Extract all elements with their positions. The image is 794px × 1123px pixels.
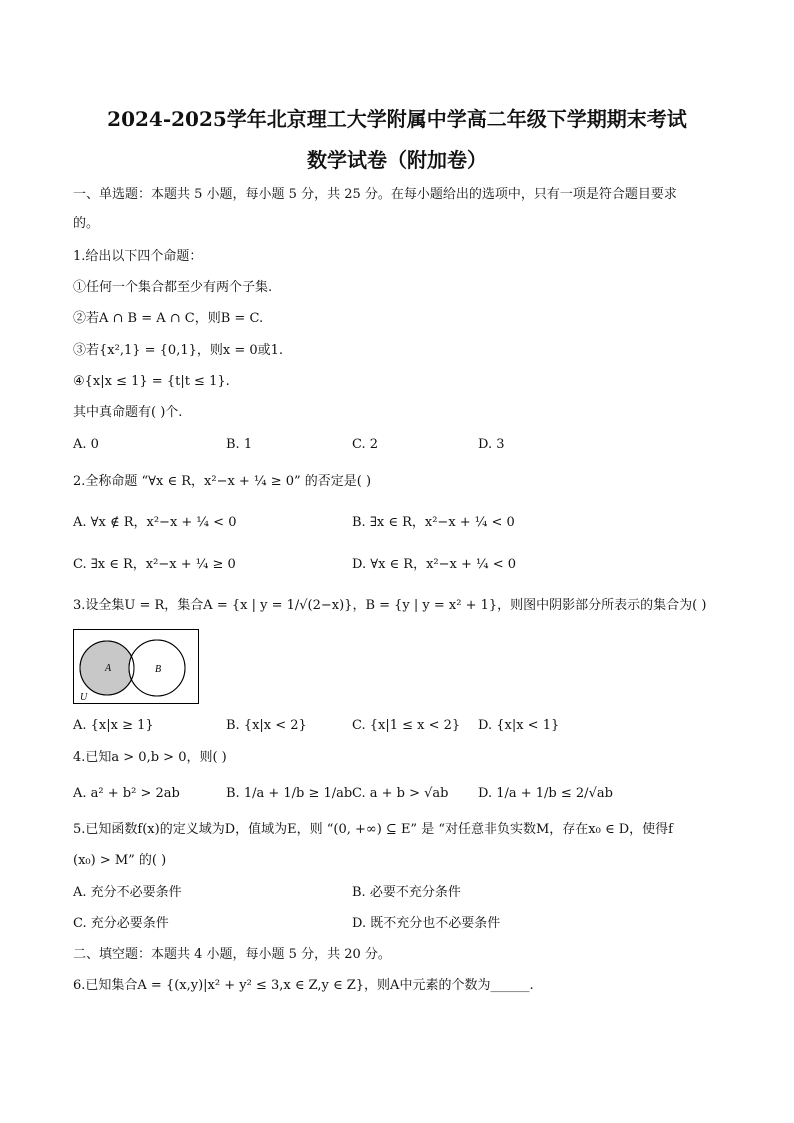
q1-proposition-2: ②若A ∩ B = A ∩ C，则B = C.: [73, 311, 264, 326]
q3-stem: 3.设全集U = R，集合A = {x | y = 1/√(2−x)}，B = {y | y = x² + 1}，则图中阴影部分所表示的集合为( ): [73, 598, 707, 613]
exam-title-line2: 数学试卷（附加卷）: [307, 148, 487, 172]
venn-label-a: A: [105, 663, 112, 674]
q4-option-d: D. 1/a + 1/b ≤ 2/√ab: [478, 786, 613, 801]
q3-option-b: B. {x|x < 2}: [226, 718, 307, 733]
q6-stem: 6.已知集合A = {(x,y)|x² + y² ≤ 3,x ∈ Z,y ∈ Z}，则A中元素的个数为______.: [73, 978, 534, 993]
q4-stem: 4.已知a > 0,b > 0，则( ): [73, 750, 227, 765]
q2-option-b: B. ∃x ∈ R，x²−x + ¼ < 0: [352, 515, 515, 530]
q2-option-c: C. ∃x ∈ R，x²−x + ¼ ≥ 0: [73, 557, 236, 572]
exam-title-line1: 2024-2025学年北京理工大学附属中学高二年级下学期期末考试: [107, 107, 687, 131]
q1-option-c: C. 2: [352, 437, 379, 452]
venn-label-b: B: [155, 664, 162, 675]
q1-option-a: A. 0: [73, 437, 99, 452]
q3-option-d: D. {x|x < 1}: [478, 718, 560, 733]
section1-header-line2: 的。: [73, 216, 100, 231]
q3-option-a: A. {x|x ≥ 1}: [73, 718, 154, 733]
q1-stem: 1.给出以下四个命题：: [73, 249, 203, 264]
q1-proposition-1: ①任何一个集合都至少有两个子集.: [73, 280, 273, 295]
q1-ask: 其中真命题有( )个.: [73, 405, 183, 420]
q2-stem: 2.全称命题 “∀x ∈ R，x²−x + ¼ ≥ 0” 的否定是( ): [73, 474, 372, 489]
q1-option-d: D. 3: [478, 437, 505, 452]
q5-stem-line1: 5.已知函数f(x)的定义域为D，值域为E，则 “(0, +∞) ⊆ E” 是 “对任意非负实数M，存在x₀ ∈ D，使得f: [73, 822, 673, 837]
q5-option-c: C. 充分必要条件: [73, 916, 169, 931]
q4-option-b: B. 1/a + 1/b ≥ 1/ab: [226, 786, 353, 801]
q1-option-b: B. 1: [226, 437, 253, 452]
q1-proposition-3: ③若{x²,1} = {0,1}，则x = 0或1.: [73, 343, 284, 358]
q4-option-c: C. a + b > √ab: [352, 786, 449, 801]
q5-stem-line2: (x₀) > M” 的( ): [73, 853, 167, 868]
q2-option-d: D. ∀x ∈ R，x²−x + ¼ < 0: [352, 557, 517, 572]
venn-label-u: U: [80, 692, 88, 703]
q1-proposition-4: ④{x|x ≤ 1} = {t|t ≤ 1}.: [73, 374, 230, 389]
q4-option-a: A. a² + b² > 2ab: [73, 786, 180, 801]
q5-option-b: B. 必要不充分条件: [352, 885, 461, 900]
section2-header: 二、填空题：本题共 4 小题，每小题 5 分，共 20 分。: [73, 947, 391, 962]
section1-header-line1: 一、单选题：本题共 5 小题，每小题 5 分，共 25 分。在每小题给出的选项中，只有一项是符合题目要求: [73, 187, 677, 202]
q3-option-c: C. {x|1 ≤ x < 2}: [352, 718, 461, 733]
q2-option-a: A. ∀x ∉ R，x²−x + ¼ < 0: [73, 515, 237, 530]
venn-diagram: [73, 629, 199, 704]
q5-option-d: D. 既不充分也不必要条件: [352, 916, 501, 931]
q5-option-a: A. 充分不必要条件: [73, 885, 182, 900]
